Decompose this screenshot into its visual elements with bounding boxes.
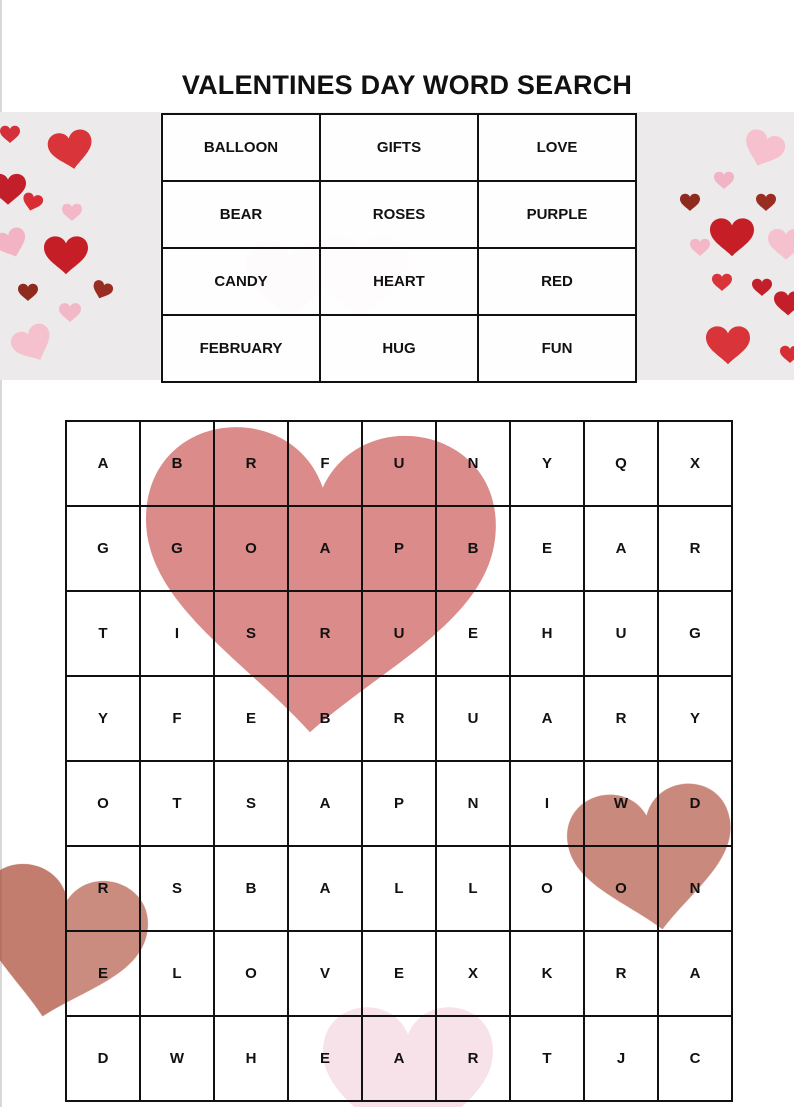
word-list-row (162, 248, 636, 315)
letter-cell[interactable]: R (214, 421, 288, 506)
letter-cell[interactable]: C (658, 1016, 732, 1101)
word-cell: RED (478, 248, 636, 315)
letter-cell[interactable]: L (436, 846, 510, 931)
letter-cell[interactable]: S (140, 846, 214, 931)
letter-cell[interactable]: E (436, 591, 510, 676)
letter-cell[interactable]: R (584, 931, 658, 1016)
grid-row (66, 761, 732, 846)
word-cell: FEBRUARY (162, 315, 320, 382)
letter-cell[interactable]: P (362, 761, 436, 846)
letter-cell[interactable]: U (584, 591, 658, 676)
letter-cell[interactable]: R (66, 846, 140, 931)
letter-cell[interactable]: W (140, 1016, 214, 1101)
letter-cell[interactable]: R (288, 591, 362, 676)
word-cell: PURPLE (478, 181, 636, 248)
letter-cell[interactable]: A (584, 506, 658, 591)
letter-cell[interactable]: T (66, 591, 140, 676)
letter-cell[interactable]: A (288, 506, 362, 591)
letter-cell[interactable]: A (66, 421, 140, 506)
letter-cell[interactable]: G (140, 506, 214, 591)
grid-row (66, 591, 732, 676)
grid-row (66, 1016, 732, 1101)
letter-cell[interactable]: E (288, 1016, 362, 1101)
letter-cell[interactable]: U (362, 421, 436, 506)
grid-row (66, 846, 732, 931)
letter-cell[interactable]: O (66, 761, 140, 846)
word-cell: GIFTS (320, 114, 478, 181)
letter-cell[interactable]: B (214, 846, 288, 931)
letter-cell[interactable]: R (436, 1016, 510, 1101)
word-list-row (162, 114, 636, 181)
letter-cell[interactable]: Y (510, 421, 584, 506)
letter-cell[interactable]: Q (584, 421, 658, 506)
letter-cell[interactable]: O (214, 506, 288, 591)
letter-cell[interactable]: E (66, 931, 140, 1016)
letter-grid (65, 420, 733, 1102)
grid-row (66, 931, 732, 1016)
letter-cell[interactable]: G (66, 506, 140, 591)
letter-cell[interactable]: V (288, 931, 362, 1016)
word-list-row (162, 181, 636, 248)
word-cell: ROSES (320, 181, 478, 248)
letter-cell[interactable]: S (214, 591, 288, 676)
word-cell: BEAR (162, 181, 320, 248)
letter-cell[interactable]: Y (658, 676, 732, 761)
letter-cell[interactable]: R (658, 506, 732, 591)
letter-cell[interactable]: F (288, 421, 362, 506)
letter-cell[interactable]: I (510, 761, 584, 846)
letter-cell[interactable]: O (584, 846, 658, 931)
letter-cell[interactable]: R (584, 676, 658, 761)
word-cell: FUN (478, 315, 636, 382)
letter-cell[interactable]: X (436, 931, 510, 1016)
letter-cell[interactable]: T (140, 761, 214, 846)
word-list-row (162, 315, 636, 382)
letter-cell[interactable]: T (510, 1016, 584, 1101)
letter-cell[interactable]: A (362, 1016, 436, 1101)
letter-cell[interactable]: I (140, 591, 214, 676)
letter-cell[interactable]: E (362, 931, 436, 1016)
word-list-table (161, 113, 637, 383)
letter-cell[interactable]: R (362, 676, 436, 761)
letter-cell[interactable]: E (510, 506, 584, 591)
letter-cell[interactable]: J (584, 1016, 658, 1101)
letter-cell[interactable]: W (584, 761, 658, 846)
word-cell: HEART (320, 248, 478, 315)
word-cell: CANDY (162, 248, 320, 315)
letter-cell[interactable]: B (288, 676, 362, 761)
grid-row (66, 421, 732, 506)
letter-cell[interactable]: Y (66, 676, 140, 761)
letter-cell[interactable]: B (140, 421, 214, 506)
letter-cell[interactable]: D (658, 761, 732, 846)
letter-cell[interactable]: A (288, 761, 362, 846)
letter-cell[interactable]: U (362, 591, 436, 676)
letter-cell[interactable]: F (140, 676, 214, 761)
page-title: VALENTINES DAY WORD SEARCH (181, 70, 633, 100)
left-hearts-icon (0, 126, 115, 369)
letter-cell[interactable]: A (510, 676, 584, 761)
letter-cell[interactable]: P (362, 506, 436, 591)
letter-cell[interactable]: N (658, 846, 732, 931)
letter-cell[interactable]: G (658, 591, 732, 676)
letter-cell[interactable]: H (510, 591, 584, 676)
letter-cell[interactable]: L (140, 931, 214, 1016)
letter-cell[interactable]: K (510, 931, 584, 1016)
letter-cell[interactable]: B (436, 506, 510, 591)
word-cell: BALLOON (162, 114, 320, 181)
letter-cell[interactable]: O (510, 846, 584, 931)
word-cell: LOVE (478, 114, 636, 181)
letter-cell[interactable]: E (214, 676, 288, 761)
right-hearts-icon (680, 127, 794, 365)
letter-cell[interactable]: H (214, 1016, 288, 1101)
letter-cell[interactable]: A (658, 931, 732, 1016)
grid-row (66, 676, 732, 761)
letter-cell[interactable]: N (436, 421, 510, 506)
letter-cell[interactable]: O (214, 931, 288, 1016)
letter-cell[interactable]: D (66, 1016, 140, 1101)
word-cell: HUG (320, 315, 478, 382)
letter-cell[interactable]: U (436, 676, 510, 761)
grid-row (66, 506, 732, 591)
letter-cell[interactable]: N (436, 761, 510, 846)
letter-cell[interactable]: X (658, 421, 732, 506)
letter-cell[interactable]: S (214, 761, 288, 846)
letter-cell[interactable]: A (288, 846, 362, 931)
letter-cell[interactable]: L (362, 846, 436, 931)
